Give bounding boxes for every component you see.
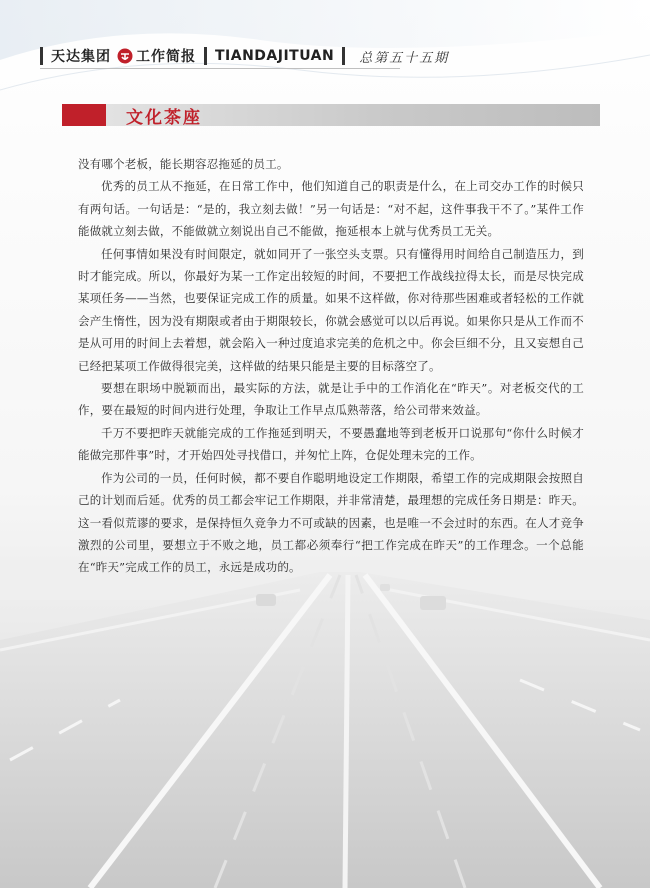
article-paragraph: 作为公司的一员，任何时候，都不要自作聪明地设定工作期限，希望工作的完成期限会按照自己的计划而后延。优秀的员工都会牢记工作期限，并非常清楚，最理想的完成任务日期是：昨天。这一看似荒谬的要求，是保持恒久竞争力不可或缺的因素，也是唯一不会过时的东西。在人才竞争激烈的公司里，要想立于不败之地，员工都必须奉行“把工作完成在昨天”的工作理念。一个总能在“昨天”完成工作的员工，永远是成功的。 [78,470,584,575]
section-title: 文化茶座 [126,108,202,128]
header-divider [40,47,43,65]
header-rule [40,68,400,69]
article-paragraph: 优秀的员工从不拖延，在日常工作中，他们知道自己的职责是什么，在上司交办工作的时候只有两句话。一句话是：“是的，我立刻去做！”另一句话是：“对不起，这件事我干不了。”某件工作能做就立刻去做，不能做就立刻说出自己不能做，拖延根本上就与优秀员工无关。 [78,179,584,239]
tianda-logo-icon [117,48,133,64]
section-banner [62,104,600,126]
page-header [40,44,449,68]
publication-name: 工作简报 [136,49,196,65]
article-paragraph: 要想在职场中脱颖而出，最实际的方法，就是让手中的工作消化在“昨天”。对老板交代的工作，要在最短的时间内进行处理，争取让工作早点瓜熟蒂落，给公司带来效益。 [78,381,584,418]
issue-number: 总第五十五期 [359,50,450,66]
banner-accent-block [62,104,106,126]
article-body [78,153,584,579]
article-paragraph: 任何事情如果没有时间限定，就如同开了一张空头支票。只有懂得用时间给自己制造压力，到时才能完成。所以，你最好为某一工作定出较短的时间，不要把工作战线拉得太长，而是尽快完成某项任务——当然，也要保证完成工作的质量。如果不这样做，你对待那些困难或者轻松的工作就会产生惰性，因为没有期限或者由于期限较长，你就会感觉可以以后再说。如果你只是从工作而不是从可用的时间上去着想，就会陷入一种过度追求完美的危机之中。你会巨细不分，且又妄想自己已经把某项工作做得很完美，这样做的结果只能是主要的目标落空了。 [78,246,584,373]
header-divider [204,47,207,65]
header-divider [342,47,345,65]
article-paragraph: 没有哪个老板，能长期容忍拖延的员工。 [78,157,289,171]
company-name: 天达集团 [51,49,111,65]
brand-english: TIANDAJITUAN [215,48,335,64]
article-paragraph: 千万不要把昨天就能完成的工作拖延到明天，不要愚蠢地等到老板开口说那句“你什么时候才能做完那件事”时，才开始四处寻找借口，并匆忙上阵，仓促处理未完的工作。 [78,425,584,463]
